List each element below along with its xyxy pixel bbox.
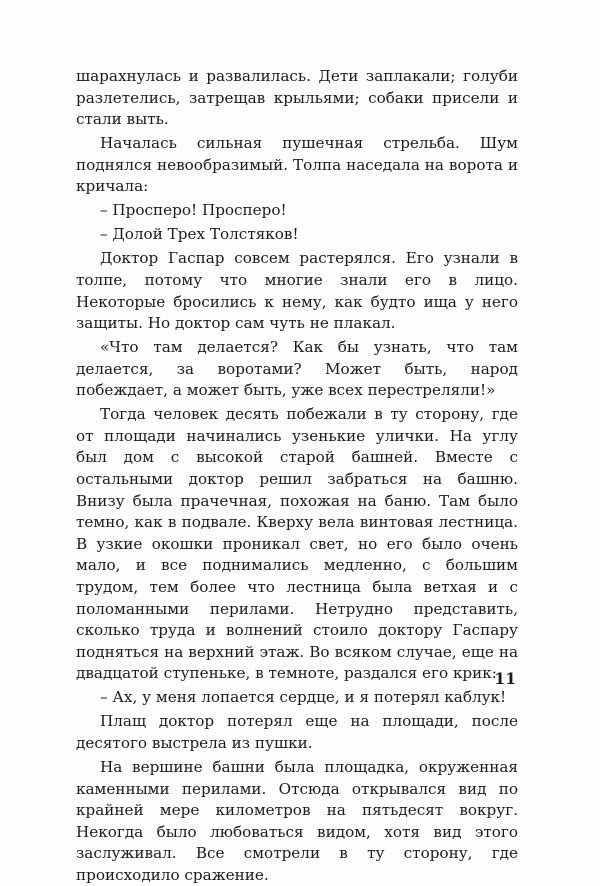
paragraph [76, 711, 518, 754]
paragraph-text: – Просперо! Просперо! [100, 201, 287, 220]
paragraph-text: Плащ доктор потерял еще на площади, после десятого выстрела из пушки. [76, 712, 518, 752]
paragraph [76, 757, 518, 886]
paragraph-text: «Что там делается? Как бы узнать, что там делается, за воротами? Может быть, народ побеждает, а может быть, уже всех перестреляли!» [76, 338, 518, 400]
paragraph-text: На вершине башни была площадка, окруженная каменными перилами. Отсюда открывался вид по крайней мере километров на пятьдесят вокруг. Некогда было любоваться видом, хотя вид этого заслуживал. Все смотрели в ту сторону, где происходило сражение. [76, 757, 518, 884]
paragraph [76, 248, 518, 334]
paragraph-text: Началась сильная пушечная стрельба. Шум поднялся невообразимый. Толпа наседала на ворота и кричала: [76, 134, 518, 196]
paragraph [76, 66, 518, 131]
paragraph-text: – Ах, у меня лопается сердце, и я потерял каблук! [100, 688, 507, 707]
paragraph-text: Тогда человек десять побежали в ту сторону, где от площади начинались узенькие улички. На углу был дом с высокой старой башней. Вместе с остальными доктор решил забраться на башню. Внизу была прачечная, похожая на баню. Там было темно, как в подвале. Кверху вела винтовая лестница. В узкие окошки проникал свет, но его было очень мало, и все поднимались медленно, с большим трудом, тем более что лестница была ветхая и с поломанными перилами. Нетрудно представить, сколько труда и волнений стоило доктору Гаспару подняться на верхний этаж. Во всяком случае, еще на двадцатой ступеньке, в темноте, раздался его крик: [76, 405, 518, 683]
paragraph-text: Доктор Гаспар совсем растерялся. Его узнали в толпе, потому что многие знали его в лицо. Некоторые бросились к нему, как будто ища у него защиты. Но доктор сам чуть не плакал. [76, 249, 518, 333]
paragraph [76, 133, 518, 198]
paragraph-text: шарахнулась и развалилась. Дети заплакали; голуби разлетелись, затрещав крыльями; собаки присели и стали выть. [76, 67, 518, 129]
dialogue-line [76, 224, 518, 246]
quoted-thought [76, 337, 518, 402]
body-text [76, 66, 518, 886]
paragraph [76, 404, 518, 685]
dialogue-line [76, 687, 518, 709]
paragraph-text: – Долой Трех Толстяков! [100, 225, 299, 244]
dialogue-line [76, 200, 518, 222]
page-number: 11 [494, 669, 516, 688]
